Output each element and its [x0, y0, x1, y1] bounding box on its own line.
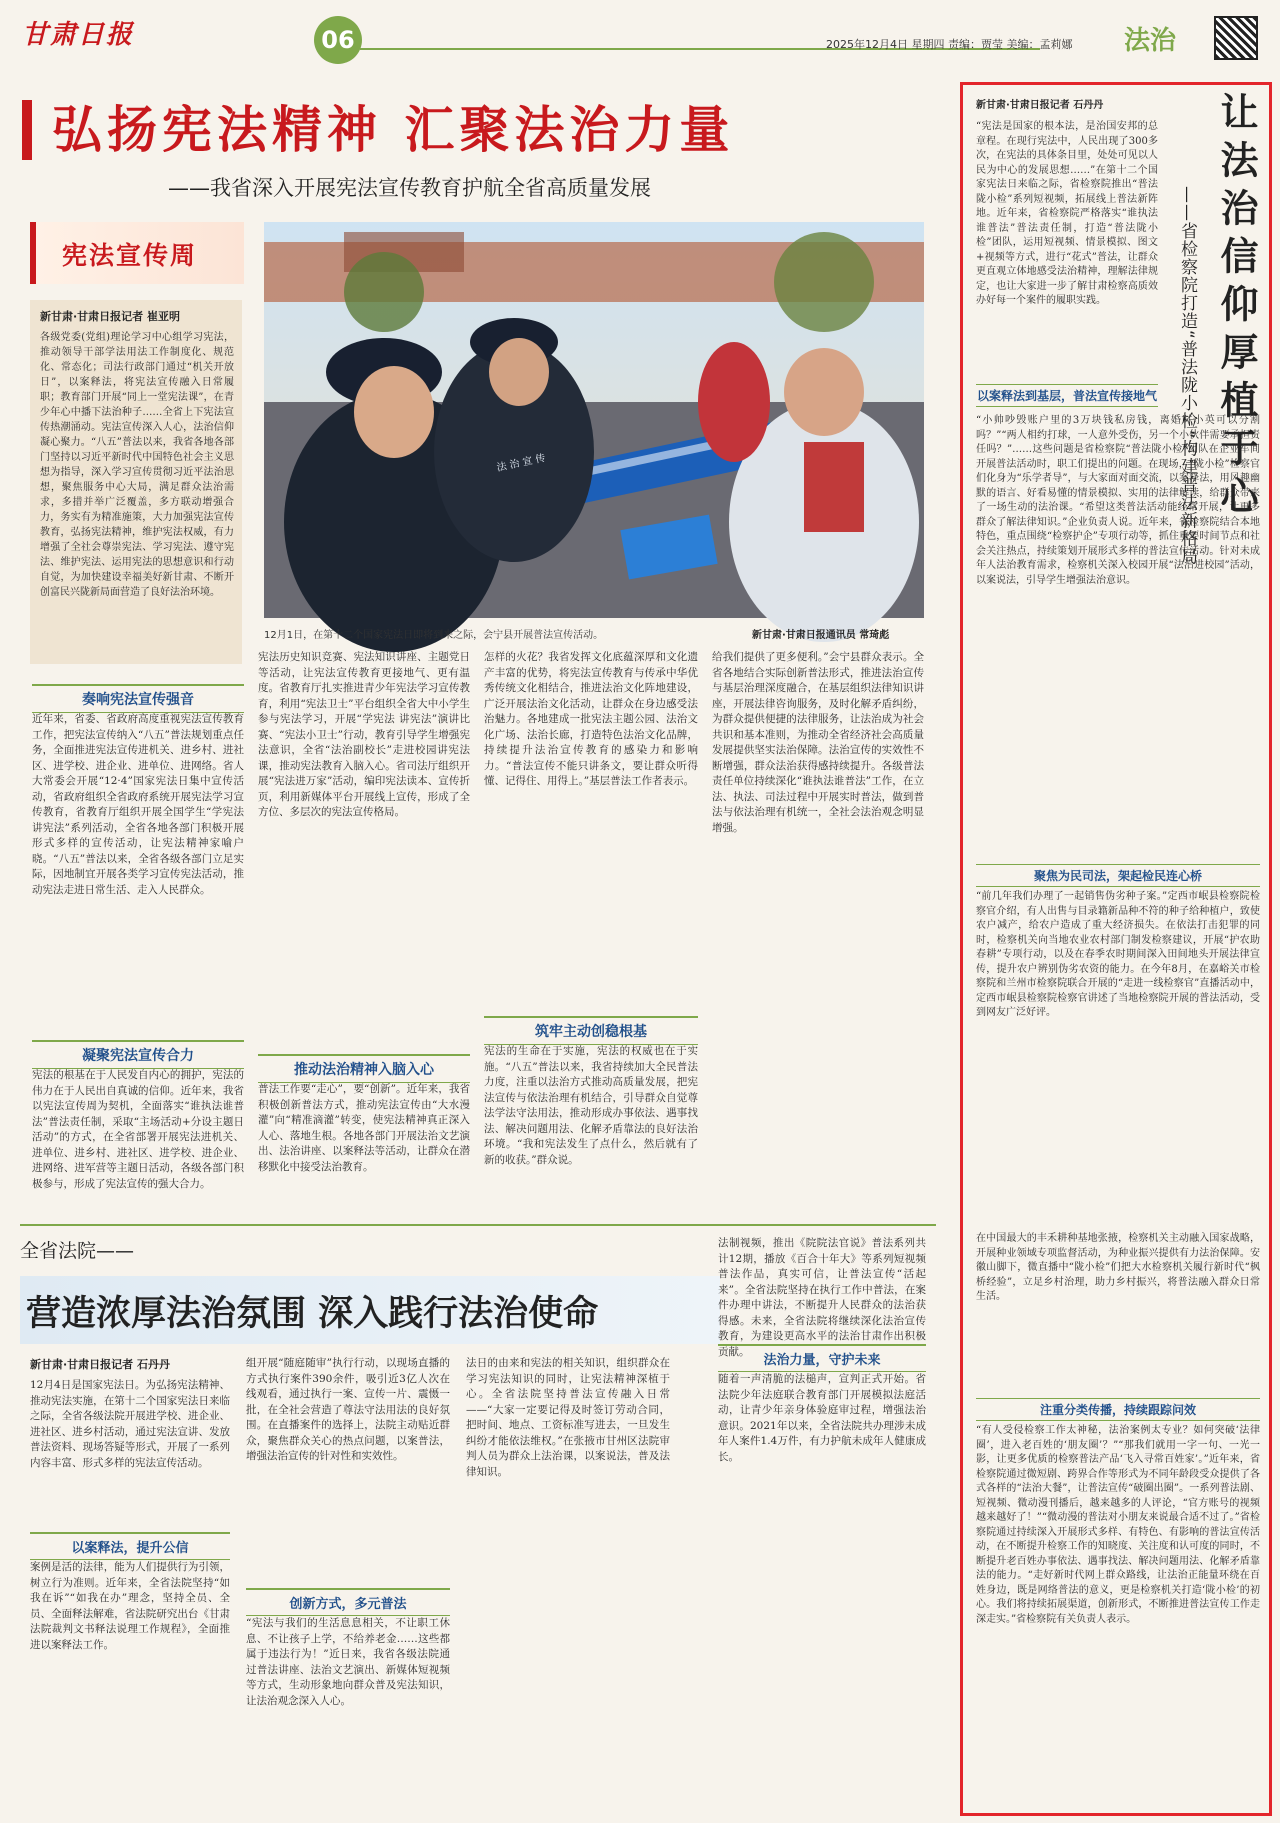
- subhead-1: 奏响宪法宣传强音: [32, 684, 244, 713]
- bottom-subhead-1-text: 案例是活的法律，能为人们提供行为引领，树立行为准则。近年来，全省法院坚持“如我在诉”“如我在办”理念，坚持全员、全员、全面释法解难，省法院研究出台《甘肃法院裁判文书释法说理工作规程》，全面推进以案释法工作。: [30, 1561, 230, 1651]
- bottom-subhead-2: 创新方式，多元普法: [246, 1588, 450, 1616]
- bottom-headline: 营造浓厚法治氛围 深入践行法治使命: [26, 1294, 599, 1334]
- headline-accent-bar: [22, 100, 32, 160]
- bottom-col-1-text: 12月4日是国家宪法日。为弘扬宪法精神、推动宪法实施，在第十二个国家宪法日来临之际，全省各级法院开展进学校、进企业、进社区、进乡村活动，通过宪法宣讲、发放普法资料、现场答疑等形式，开展了一系列内容丰富、形式多样的宪法宣传活动。: [30, 1379, 230, 1469]
- column-5-text: 给我们提供了更多便利。”会宁县群众表示。全省各地结合实际创新普法形式，推进法治宣传与基层治理深度融合，在基层组织法律知识讲座，开展法律咨询服务，及时化解矛盾纠纷，为群众提供便捷的法律服务，让法治成为社会共识和基本准则，为推动全省经济社会高质量发展提供坚实法治保障。法治宣传的实效性不断增强，群众法治获得感持续提升。各级普法责任单位持续深化“谁执法谁普法”工作，在立法、执法、司法过程中开展实时普法，做到普法与依法治理有机统一，全社会法治观念明显增强。: [712, 651, 924, 834]
- badge-text: 宪法宣传周: [62, 241, 198, 270]
- qr-code-icon: [1214, 16, 1258, 60]
- subhead-3-text: 普法工作要“走心”，要“创新”。近年来，我省积极创新普法方式，推动宪法宣传由“大水漫灌”向“精准滴灌”转变，使宪法精神真正深入人心、落地生根。各地各部门开展法治文艺演出、法治讲座、以案释法等活动，让群众在潜移默化中接受法治教育。: [258, 1083, 470, 1173]
- column-4-text: 怎样的火花？我省发挥文化底蕴深厚和文化遗产丰富的优势，将宪法宣传教育与传承中华优秀传统文化相结合，推进法治文化阵地建设，广泛开展法治文化活动，让群众在身边感受法治魅力。各地建成一批宪法主题公园、法治文化广场、法治长廊，打造特色法治文化品牌，持续提升法治宣传教育的感染力和影响力。“普法宣传不能只讲条文，要让群众听得懂、记得住、用得上。”基层普法工作者表示。: [484, 651, 698, 787]
- right-story-title: 让法治信仰厚植于心: [1214, 92, 1258, 524]
- photo-banner-text: 法 治 宣 传: [495, 452, 547, 474]
- right-text-1: “宪法是国家的根本法，是治国安邦的总章程。在现行宪法中，人民出现了300多次，在宪法的具体条目里，处处可见以人民为中心的发展思想……”在第十二个国家宪法日来临之际，省检察院推出“普法陇小检”系列短视频，拓展线上普法新阵地。近年来，省检察院严格落实“谁执法谁普法”普法责任制，打造“普法陇小检”团队，运用短视频、情景模拟、图文+视频等方式，进行“花式”普法，让群众更直观立体地感受法治精神，理解法律规定，也让大家进一步了解甘肃检察高质效办好每一个案件的履职实践。: [976, 121, 1158, 306]
- bottom-col-3-text: 法日的由来和宪法的相关知识，组织群众在学习宪法知识的同时，让宪法精神深植于心。全省法院坚持普法宣传融入日常——“大家一定要记得及时签订劳动合同，把时间、地点、工资标准写进去，一旦发生纠纷才能依法维权。”在张掖市甘州区法院审判人员为群众上法治课，以案说法，普及法律知识。: [466, 1357, 670, 1478]
- bottom-subhead-1: 以案释法，提升公信: [30, 1532, 230, 1560]
- section-title: 法治: [1124, 26, 1177, 56]
- bottom-story-label: 全省法院——: [20, 1240, 135, 1262]
- bottom-subhead-2-text: “宪法与我们的生活息息相关，不让职工休息、不让孩子上学，不给养老金……这些都属于违法行为！”近日来，我省各级法院通过普法讲座、法治文艺演出、新媒体短视频等方式，生动形象地向群众普及宪法知识，让法治观念深入人心。: [246, 1617, 450, 1707]
- bottom-col-4-text: 法制视频，推出《院院法官说》普法系列共计12期，播放《百合十年大》等系列短视频普法作品，真实可信，让普法宣传“活起来”。全省法院坚持在执行工作中普法，在案件办理中讲法，不断提升人民群众的法治获得感。未来，全省法院将继续深化法治宣传教育，为建设更高水平的法治甘肃作出积极贡献。: [718, 1237, 926, 1358]
- subhead-3: 推动法治精神入脑入心: [258, 1054, 470, 1083]
- bottom-subhead-3: 法治力量，守护未来: [718, 1344, 926, 1372]
- right-story-subtitle: ——省检察院打造“普法陇小检”构建普法新格局: [1177, 186, 1197, 566]
- subhead-4-text: 宪法的生命在于实施，宪法的权威也在于实施。“八五”普法以来，我省持续加大全民普法力度，注重以法治方式推动高质量发展，把宪法宣传与依法治理有机结合，引导群众自觉尊法学法守法用法，推动形成办事依法、遇事找法、解决问题用法、化解矛盾靠法的良好法治环境。“我和宪法发生了点什么，然后就有了新的收获。”群众说。: [484, 1045, 698, 1166]
- subhead-2-text: 宪法的根基在于人民发自内心的拥护，宪法的伟力在于人民出自真诚的信仰。近年来，我省以宪法宣传周为契机，全面落实“谁执法谁普法”普法责任制，采取“主场活动+分设主题日活动”的方式，在全省部署开展宪法进机关、进单位、进乡村、进社区、进学校、进企业、进网络、进军营等主题日活动，各级各部门积极参与，形成了宪法宣传的强大合力。: [32, 1069, 244, 1190]
- section-divider: [20, 1224, 936, 1226]
- right-subhead-2: 聚焦为民司法，架起检民连心桥: [976, 864, 1260, 887]
- subhead-2: 凝聚宪法宣传合力: [32, 1040, 244, 1069]
- newspaper-logo: 甘肃日报: [22, 20, 135, 50]
- photo-caption: 12月1日，在第十二个国家宪法日即将到来之际，会宁县开展普法宣传活动。: [264, 630, 604, 641]
- bottom-subhead-3-text: 随着一声清脆的法槌声，宣判正式开始。省法院少年法庭联合教育部门开展模拟法庭活动，让青少年亲身体验庭审过程，增强法治意识。2021年以来，全省法院共办理涉未成年人案件1.4万件，有力护航未成年人健康成长。: [718, 1373, 926, 1463]
- right-text-5: “有人受侵检察工作太神秘，法治案例太专业？如何突破‘法律圈’，进入老百姓的‘朋友圈’？”“那我们就用一字一句、一光一影，让更多优质的检察普法产品‘飞入寻常百姓家’。”近年来，省检察院通过微短剧、跨界合作等形式为不同年龄段受众提供了各式各样的“法治大餐”，让普法宣传“破圈出圈”。一系列普法剧、短视频、微动漫刊播后，越来越多的人评论，“官方账号的视频越来越好了！”“微动漫的普法对小朋友来说最合适不过了。”省检察院通过持续深入开展形式多样、有特色、有影响的普法宣传活动，在不断提升检察工作的知晓度、关注度和认可度的同时，不断提升老百姓办事依法、遇事找法、解决问题用法、化解矛盾靠法的能力。“走好新时代网上群众路线，让法治正能量环绕在百姓身边，既是网络普法的意义，更是检察机关打造‘陇小检’的初心。我们将持续拓展渠道，创新形式，不断推进普法宣传工作走深走实。”省检察院有关负责人表示。: [976, 1425, 1260, 1625]
- bottom-byline: 新甘肃·甘肃日报记者 石丹丹: [30, 1358, 171, 1371]
- page-number: 06: [314, 16, 362, 64]
- right-subhead-3: 注重分类传播，持续跟踪问效: [976, 1398, 1260, 1421]
- main-byline: 新甘肃·甘肃日报记者 崔亚明: [40, 310, 181, 323]
- photo-illustration: [264, 222, 924, 618]
- subhead-1-text: 近年来，省委、省政府高度重视宪法宣传教育工作，把宪法宣传纳入“八五”普法规划重点任务，全面推进宪法宣传进机关、进乡村、进社区、进学校、进企业、进单位、进网络。省人大常委会开展“12·4”国家宪法日集中宣传活动，省政府组织全省政府系统开展宪法学习宣传教育，省教育厅组织开展全国学生“学宪法 讲宪法”系列活动，全省各地各部门积极开展形式多样的宣传活动，让宪法精神家喻户晓。“八五”普法以来，全省各级各部门立足实际，因地制宜开展各类学习宣传宪法活动，推动宪法走进日常生活、走入人民群众。: [32, 713, 244, 896]
- right-subhead-1: 以案释法到基层，普法宣传接地气: [976, 384, 1158, 407]
- bottom-col-2-text: 组开展“随庭随审”执行行动，以现场直播的方式执行案件390余件，吸引近3亿人次在线观看，通过执行一案、宣传一片、震慑一批，在全社会营造了尊法守法用法的良好氛围。在直播案件的选择上，法院主动贴近群众，聚焦群众关心的热点问题，以案普法，增强法治宣传的针对性和实效性。: [246, 1357, 450, 1462]
- lead-text: 各级党委(党组)理论学习中心组学习宪法，推动领导干部学法用法工作制度化、规范化、常态化；司法行政部门通过“机关开放日”，以案释法，将宪法宣传融入日常履职；教育部门开展“同上一堂宪法课”，在青少年心中播下法治种子……全省上下宪法宣传热潮涌动。宪法宣传深入人心，法治信仰凝心聚力。“八五”普法以来，我省各地各部门坚持以习近平新时代中国特色社会主义思想为指导，深入学习宣传贯彻习近平法治思想，聚焦服务中心大局，满足群众法治需求，多措并举广泛覆盖，多方联动增强合力，务实有为精准施策，大力加强宪法宣传教育，弘扬宪法精神，维护宪法权威，有力增强了全社会尊崇宪法、学习宪法、遵守宪法、维护宪法、运用宪法的思想意识和行动自觉，为加快建设幸福美好新甘肃、不断开创富民兴陇新局面营造了良好法治环境。: [40, 332, 234, 598]
- event-photo: [264, 222, 924, 618]
- right-text-2: “小帅吵毁账户里的3万块钱私房钱，离婚时小英可以分割吗？”“两人相约打球，一人意外受伤，另一个小伙伴需要承担责任吗？”……这些问题是省检察院“普法陇小检”团队在企业车间开展普法活动时，职工们提出的问题。在现场，“陇小检”检察官们化身为“乐学者导”，与大家面对面交流，以案释法，用风趣幽默的语言、好看易懂的情景模拟、实用的法律解读，给群众带来了一场生动的法治课。“希望这类普法活动能经常开展，让更多群众了解法律知识。”企业负责人说。近年来，省检察院结合本地特色，重点围绕“检察护企”专项行动等，抓住重要时间节点和社会关注热点，持续策划开展形式多样的普法宣传活动。针对未成年人法治教育需求，检察机关深入校园开展“法治进校园”活动，以案说法，引导学生增强法治意识。: [976, 415, 1260, 586]
- photo-credit: 新甘肃·甘肃日报通讯员 常琦彪: [752, 630, 890, 641]
- main-subheadline: ——我省深入开展宪法宣传教育护航全省高质量发展: [168, 176, 651, 200]
- main-headline: 弘扬宪法精神 汇聚法治力量: [52, 101, 735, 159]
- right-text-4: 在中国最大的丰禾耕种基地张掖，检察机关主动融入国家战略，开展种业领域专项监督活动，为种业振兴提供有力法治保障。安徽山脚下，微直播中“陇小检”们把大水检察机关履行新时代“枫桥经验”，立足乡村治理，助力乡村振兴，将普法融入群众日常生活。: [976, 1233, 1260, 1302]
- subhead-4: 筑牢主动创稳根基: [484, 1016, 698, 1045]
- column-3-text: 宪法历史知识竞赛、宪法知识讲座、主题党日等活动，让宪法宣传教育更接地气、更有温度。省教育厅扎实推进青少年宪法学习宣传教育，利用“宪法卫士”平台组织全省大中小学生参与宪法学习，开展“学宪法 讲宪法”演讲比赛、“宪法小卫士”行动，教育引导学生增强宪法意识，全省“法治副校长”走进校园讲宪法课，推动宪法教育入脑入心。省司法厅组织开展“宪法进万家”活动，编印宪法读本、宣传折页，利用新媒体平台开展线上宣传，形成了全方位、多层次的宪法宣传格局。: [258, 651, 470, 818]
- right-byline: 新甘肃·甘肃日报记者 石丹丹: [976, 100, 1104, 111]
- date-line: 2025年12月4日 星期四 责编：贾莹 美编：孟莉娜: [826, 38, 1073, 51]
- right-text-3: “前几年我们办理了一起销售伪劣种子案。”定西市岷县检察院检察官介绍，有人出售与目录籍新品种不符的种子给种植户，致使农户减产，给农户造成了重大经济损失。在依法打击犯罪的同时，检察机关向当地农业农村部门制发检察建议，开展“护农助春耕”专项行动，以及在春季农时期间深入田间地头开展法律宣传，提升农户辨别伪劣农资的能力。在今年8月，在嘉峪关市检察院和兰州市检察院联合开展的“走进一线检察官”直播活动中，定西市岷县检察院检察官讲述了当地检察院开展的普法活动，受到网友广泛好评。: [976, 891, 1260, 1018]
